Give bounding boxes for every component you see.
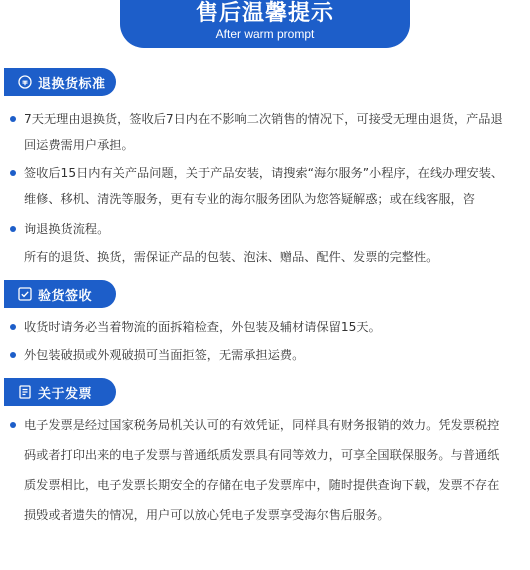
bullet-dot <box>10 324 16 330</box>
header-subtitle: After warm prompt <box>215 27 315 41</box>
header-title: 售后温馨提示 <box>195 1 334 26</box>
invoice-icon <box>18 385 32 399</box>
bullet-dot <box>10 422 16 428</box>
header-banner <box>120 0 410 48</box>
bullet-dot <box>10 116 16 122</box>
section-title: 退换货标准 <box>38 76 106 92</box>
section-tag-return-standard <box>4 68 116 96</box>
section-tag-invoice <box>4 378 116 406</box>
list-item: 询退换货流程。 <box>8 216 508 242</box>
list-item: 电子发票是经过国家税务局机关认可的有效凭证，同样具有财务报销的效力。凭发票税控码或者打印出来的电子发票与普通纸质发票具有同等效力，可享全国联保服务。与普通纸质发票相比，电子发票长期安全的存储在电子发票库中，随时提供查询下载，发票不存在损毁或者遗失的情况，用户可以放心凭电子发票享受海尔售后服务。 <box>8 410 508 530</box>
bullet-dot <box>10 170 16 176</box>
bullet-dot <box>10 352 16 358</box>
section-tag-inspection <box>4 280 116 308</box>
checkbox-icon <box>18 287 32 301</box>
list-item: 签收后15日内有关产品问题，关于产品安装，请搜索“海尔服务”小程序，在线办理安装、维修、移机、清洗等服务，更有专业的海尔服务团队为您答疑解惑；或在线客服，咨 <box>8 160 508 212</box>
list-item: 外包装破损或外观破损可当面拒签，无需承担运费。 <box>8 342 508 368</box>
section-note: 所有的退货、换货，需保证产品的包装、泡沫、赠品、配件、发票的完整性。 <box>24 250 439 264</box>
return-icon <box>18 75 32 89</box>
list-item: 7天无理由退换货，签收后7日内在不影响二次销售的情况下，可接受无理由退货，产品退回运费需用户承担。 <box>8 106 508 158</box>
section-title: 验货签收 <box>38 288 93 304</box>
bullet-dot <box>10 226 16 232</box>
list-item: 收货时请务必当着物流的面拆箱检查，外包装及辅材请保留15天。 <box>8 314 508 340</box>
section-title: 关于发票 <box>38 386 93 402</box>
